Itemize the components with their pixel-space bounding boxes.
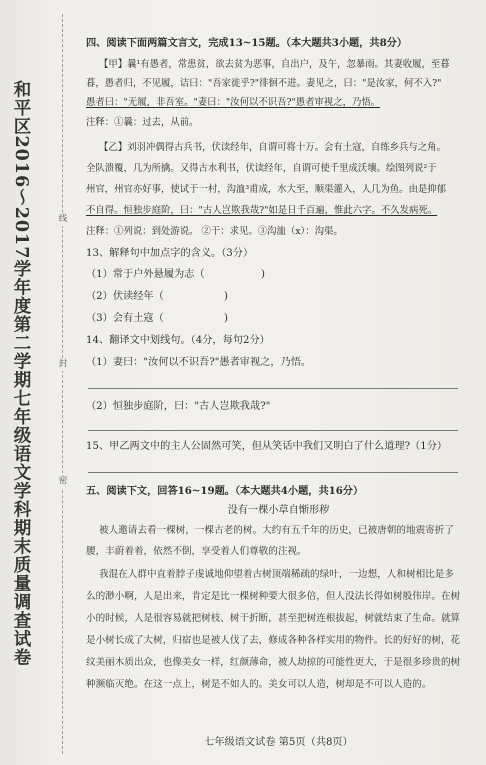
q13-item-3: （3）会有土寇（ — [86, 313, 164, 324]
yi-text-line: 不自得。恒独步庭阶，曰："古人岂欺我哉?"如是日千百遍，惟此六字。不久发病死。 — [86, 205, 438, 216]
exam-content — [86, 0, 471, 765]
essay-line: 么的渺小啊，人是出来，肯定是比一棵树种要大很多倍，但人没法长得如树般伟岸。在树 — [86, 591, 461, 602]
q14-item-2: （2）恒独步庭阶，曰："古人岂欺我哉?" — [86, 401, 271, 412]
q13-item-1: （1）常于户外悬履为志（ — [86, 269, 205, 280]
yi-text-line: 全队溃覆，几为所擒。又得古水利书，伏读经年，自谓可使千里成沃壤。绘图列说²于 — [86, 163, 437, 174]
binding-mark-xian: 线 — [58, 214, 68, 224]
yi-note: 注释：①列说：到处游说。 ②干：求见。③沟洫（x）：沟渠。 — [86, 226, 343, 237]
answer-line-q14-2[interactable] — [88, 430, 458, 431]
essay-line: 小的时候，人是很容易就把树枝、树干折断，甚至把树连根拔起，树就结束了生命。就算 — [86, 613, 461, 624]
q13-label: 13、解释句中加点字的含义。（3分） — [86, 248, 254, 259]
jia-text-line: 暮，愚者归，不见履，诘曰："吾家徙乎?"徘徊不进。妻见之，曰："是汝家，何不入?" — [86, 78, 442, 89]
q13-item-1-close: ) — [261, 269, 265, 280]
essay-line: 种濒临灭绝。在这一点上，树是不如人的。美女可以人造，树却是不可以人造的。 — [86, 679, 432, 690]
binding-line — [62, 14, 63, 754]
exam-title-vertical: 和平区2016～2017学年度第二学期七年级语文学科期末质量调查试卷 — [11, 80, 31, 667]
essay-line: 是小树长成了大树，归宿也是被人伐了去，修成各种各样实用的物件。长的好好的树，花 — [86, 635, 461, 646]
essay-line: 腰，丰蔚着着，依然不倒，享受着人们尊敬的注视。 — [86, 546, 307, 557]
yi-text-line: 州官，州官亦好事，使试于一村，沟洫³甫成，水大至，顺渠灌入，人几为鱼。由是抑郁 — [86, 184, 447, 195]
essay-title: 没有一棵小草自惭形秽 — [227, 505, 330, 516]
jia-text-line: 【甲】曩¹有愚者，常患贫，欲去贫为恶事，自出户，及午，忽暴雨。其妻收履，至暮 — [99, 59, 450, 70]
answer-line-q15[interactable] — [88, 472, 458, 473]
q15-label: 15、甲乙两文中的主人公固然可笑，但从笑话中我们又明白了什么道理?（1分） — [86, 441, 448, 452]
yi-text-line: 【乙】刘羽冲偶得古兵书，伏读经年，自谓可将十万。会有土寇，自练乡兵与之角。 — [99, 142, 446, 153]
binding-mark-feng: 封 — [58, 359, 68, 369]
section4-heading: 四、阅读下面两篇文言文，完成13~15题。（本大题共3小题，共8分） — [86, 37, 408, 49]
answer-line-q14-1[interactable] — [88, 388, 458, 389]
q14-item-1: （1）妻曰："汝何以不识吾?"愚者审视之，乃悟。 — [86, 357, 312, 368]
section5-heading: 五、阅读下文，回答16~19题。（本大题共4小题，共16分） — [86, 485, 364, 497]
q14-label: 14、翻译文中划线句。（4分，每句2分） — [86, 335, 270, 346]
q13-item-2: （2）伏读经年（ — [86, 291, 164, 302]
essay-line: 我混在人群中直着脖子虔诚地仰望着古树顶端稀疏的绿叶，一边想，人和树相比是多 — [99, 569, 454, 580]
essay-line: 纹美丽木质出众，也像美女一样，红颜薄命，被人劫掠的可能性更大，于是很多珍贵的树 — [86, 657, 461, 668]
q13-item-2-close: ) — [224, 291, 228, 302]
q13-item-3-close: ) — [224, 313, 228, 324]
jia-text-line: 愚者曰："无履，非吾室。"妻曰："汝何以不识吾?"愚者审视之，乃悟。 — [86, 97, 381, 108]
essay-line: 被人邀请去看一棵树，一棵古老的树。大约有五千年的历史，已被唐朝的地震寄折了 — [99, 525, 454, 536]
page-footer: 七年级语文试卷 第5页（共8页） — [204, 737, 353, 748]
binding-mark-mi: 密 — [58, 476, 68, 486]
jia-note: 注释：①曩：过去，从前。 — [86, 117, 199, 128]
